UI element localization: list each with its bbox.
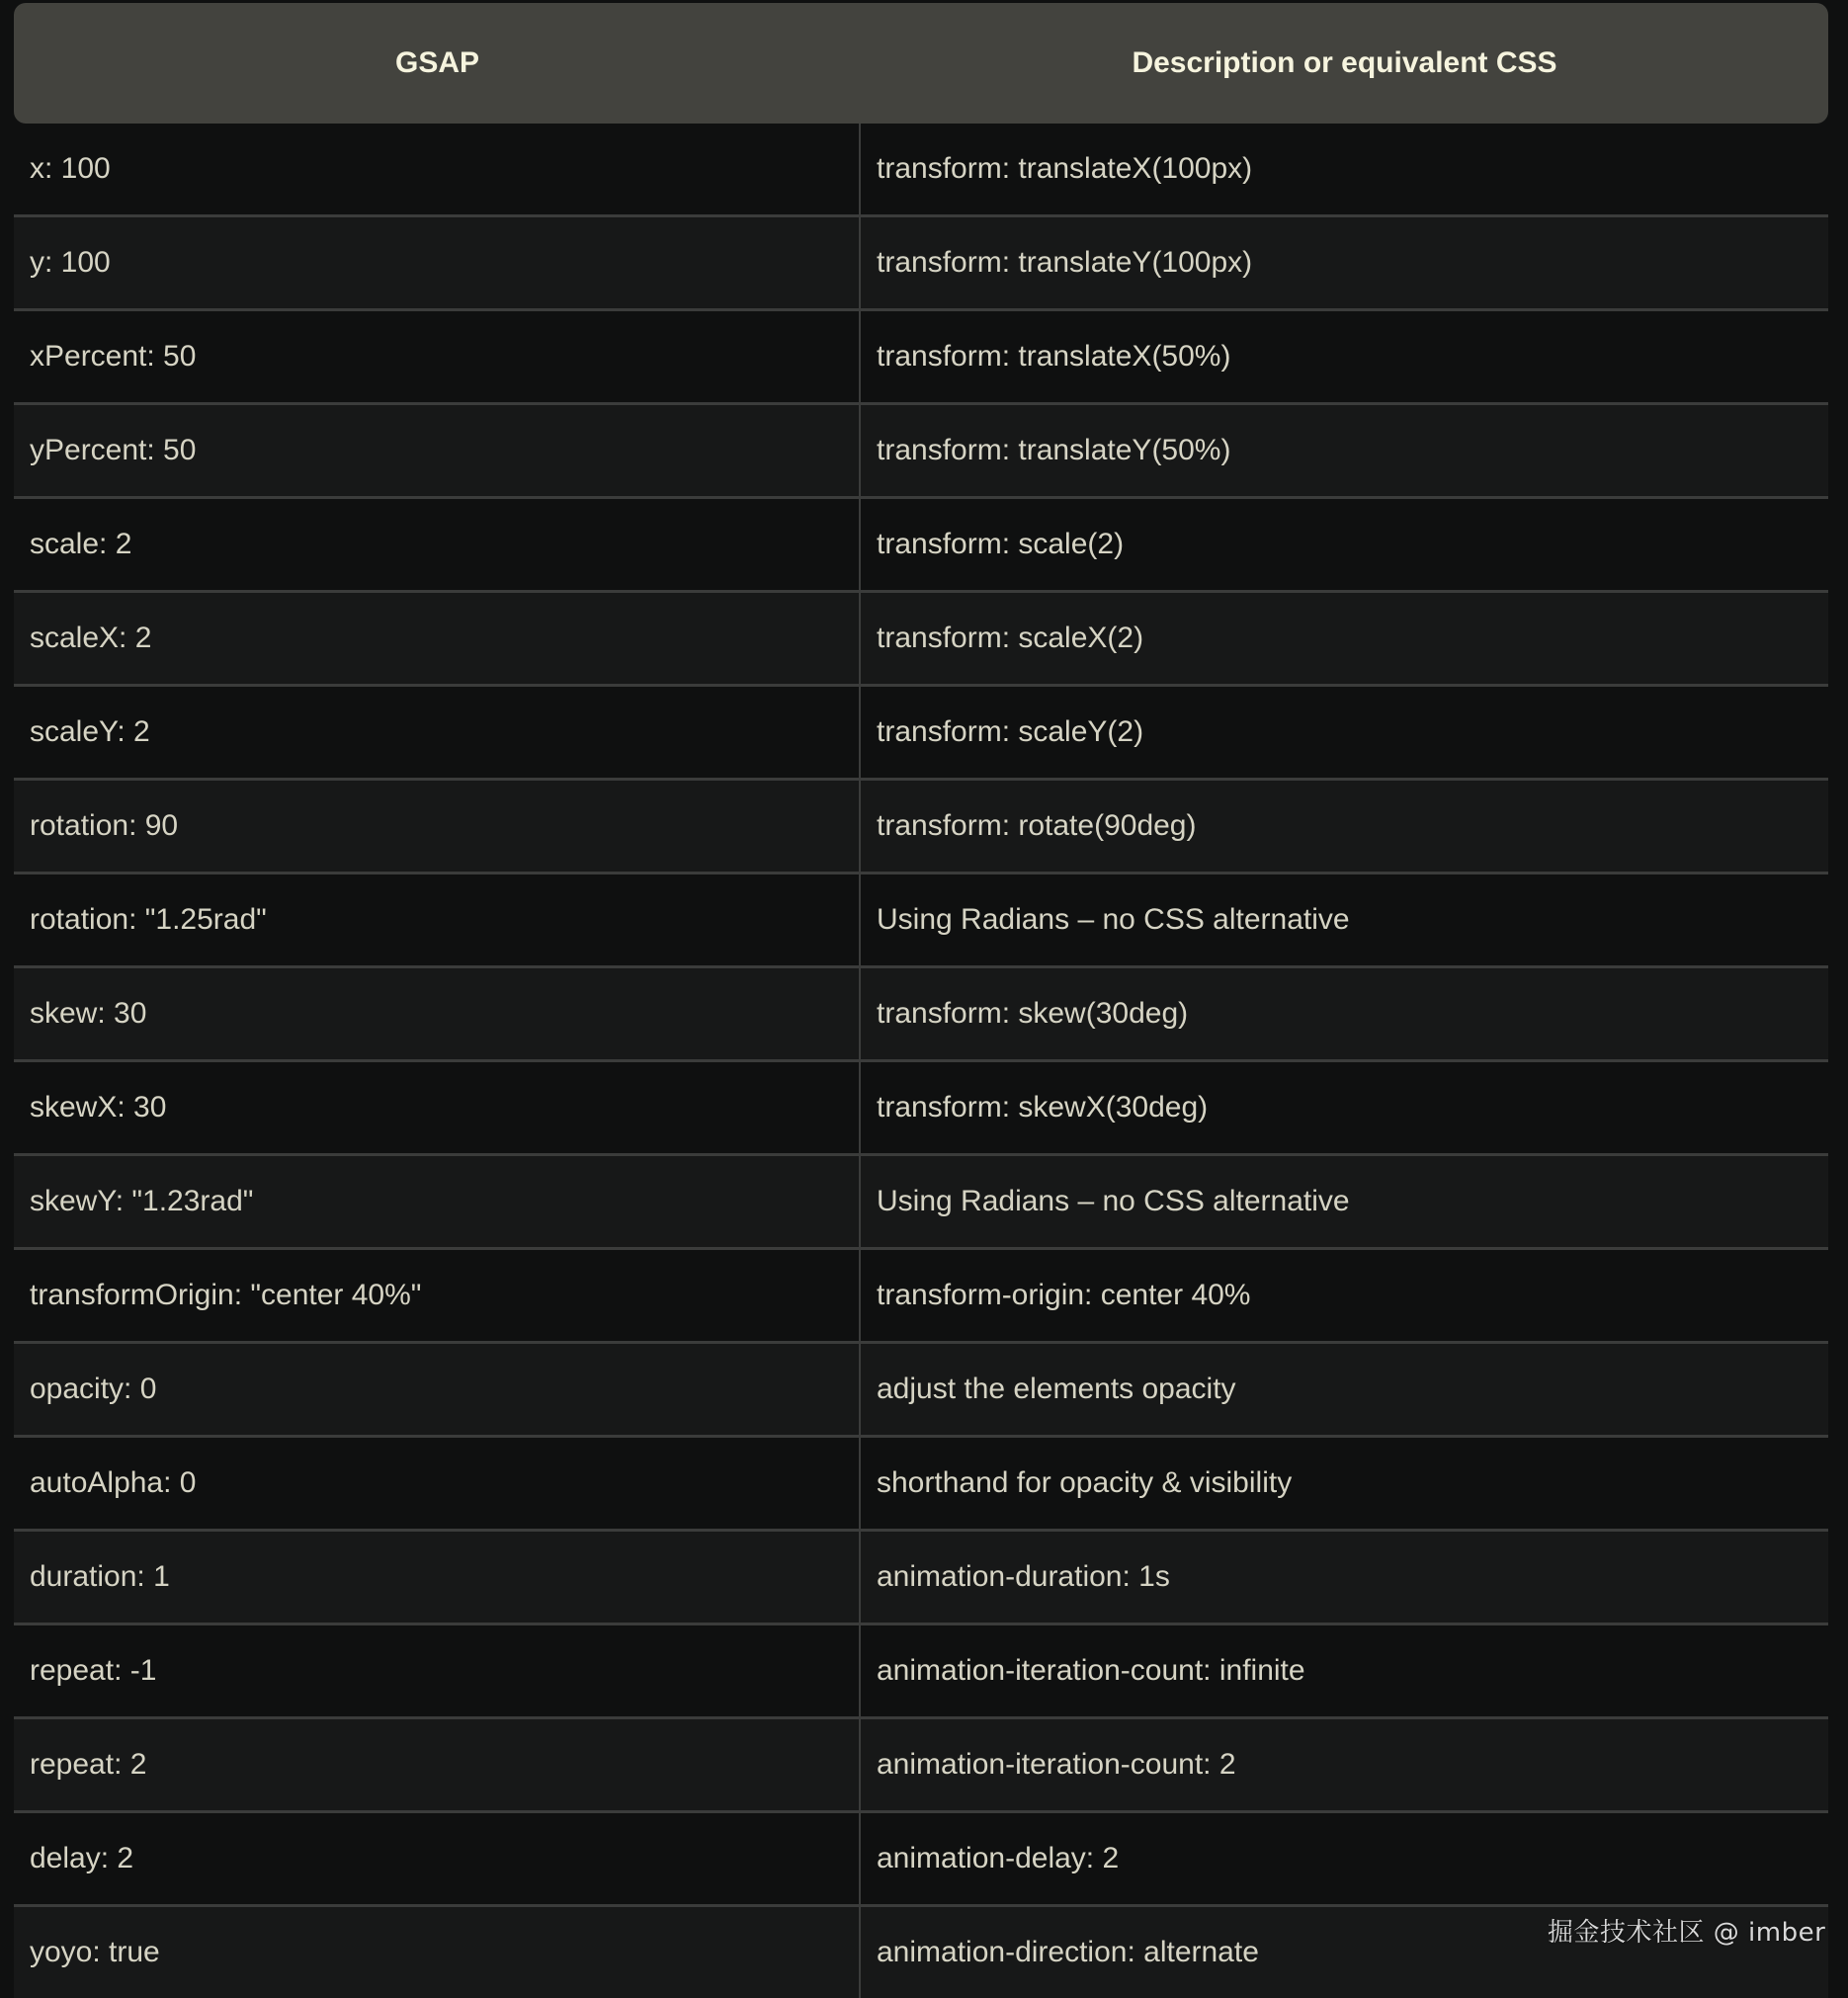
gsap-cell: skewX: 30 — [14, 1062, 861, 1153]
description-cell: transform: translateX(100px) — [877, 152, 1253, 185]
table-row — [14, 687, 1828, 781]
gsap-cell: y: 100 — [14, 217, 861, 308]
table-row — [14, 1625, 1828, 1719]
table-row — [14, 781, 1828, 874]
gsap-cell: repeat: 2 — [14, 1719, 861, 1810]
description-cell: transform-origin: center 40% — [877, 1279, 1251, 1311]
table-row — [14, 1062, 1828, 1156]
gsap-cell: yPercent: 50 — [14, 405, 861, 496]
gsap-cell: autoAlpha: 0 — [14, 1438, 861, 1529]
description-cell: adjust the elements opacity — [877, 1373, 1236, 1405]
description-cell: shorthand for opacity & visibility — [877, 1466, 1293, 1499]
table-row — [14, 1438, 1828, 1532]
description-cell: Using Radians – no CSS alternative — [877, 1185, 1350, 1217]
gsap-cell: scaleY: 2 — [14, 687, 861, 778]
description-cell: transform: skewX(30deg) — [877, 1091, 1209, 1124]
watermark: 掘金技术社区 @ imber — [1548, 1918, 1826, 1948]
description-cell: animation-direction: alternate — [877, 1936, 1259, 1968]
gsap-cell: skew: 30 — [14, 968, 861, 1059]
description-cell: animation-iteration-count: infinite — [877, 1654, 1305, 1687]
description-cell: transform: scale(2) — [877, 528, 1125, 560]
gsap-css-table — [14, 3, 1828, 1998]
table-row — [14, 874, 1828, 968]
table-row — [14, 1532, 1828, 1625]
table-row — [14, 124, 1828, 217]
gsap-cell: delay: 2 — [14, 1813, 861, 1904]
gsap-cell: scale: 2 — [14, 499, 861, 590]
description-cell: animation-duration: 1s — [877, 1560, 1170, 1593]
gsap-cell: rotation: 90 — [14, 781, 861, 872]
gsap-cell: x: 100 — [14, 124, 861, 214]
table-row — [14, 1719, 1828, 1813]
table-row — [14, 217, 1828, 311]
description-cell: transform: scaleX(2) — [877, 622, 1144, 654]
table-row — [14, 1250, 1828, 1344]
description-cell: animation-delay: 2 — [877, 1842, 1120, 1874]
gsap-cell: repeat: -1 — [14, 1625, 861, 1716]
gsap-cell: opacity: 0 — [14, 1344, 861, 1435]
table-row — [14, 499, 1828, 593]
table-row — [14, 1344, 1828, 1438]
table-body — [14, 124, 1828, 1998]
description-cell: transform: skew(30deg) — [877, 997, 1189, 1030]
table-row — [14, 405, 1828, 499]
table-row — [14, 1813, 1828, 1907]
table-row — [14, 311, 1828, 405]
description-cell: transform: translateX(50%) — [877, 340, 1231, 373]
header-gsap: GSAP — [394, 46, 480, 79]
description-cell: transform: translateY(100px) — [877, 246, 1253, 279]
gsap-cell: transformOrigin: "center 40%" — [14, 1250, 861, 1341]
table-row — [14, 968, 1828, 1062]
description-cell: Using Radians – no CSS alternative — [877, 903, 1350, 936]
gsap-cell: rotation: "1.25rad" — [14, 874, 861, 965]
description-cell: animation-iteration-count: 2 — [877, 1748, 1236, 1781]
gsap-cell: yoyo: true — [14, 1907, 861, 1998]
description-cell: transform: rotate(90deg) — [877, 809, 1197, 842]
table-row — [14, 1156, 1828, 1250]
gsap-cell: scaleX: 2 — [14, 593, 861, 684]
gsap-cell: xPercent: 50 — [14, 311, 861, 402]
table-row — [14, 593, 1828, 687]
gsap-cell: duration: 1 — [14, 1532, 861, 1623]
description-cell: transform: scaleY(2) — [877, 715, 1144, 748]
gsap-cell: skewY: "1.23rad" — [14, 1156, 861, 1247]
table-header — [14, 3, 1828, 124]
header-description: Description or equivalent CSS — [1132, 46, 1557, 79]
description-cell: transform: translateY(50%) — [877, 434, 1231, 466]
